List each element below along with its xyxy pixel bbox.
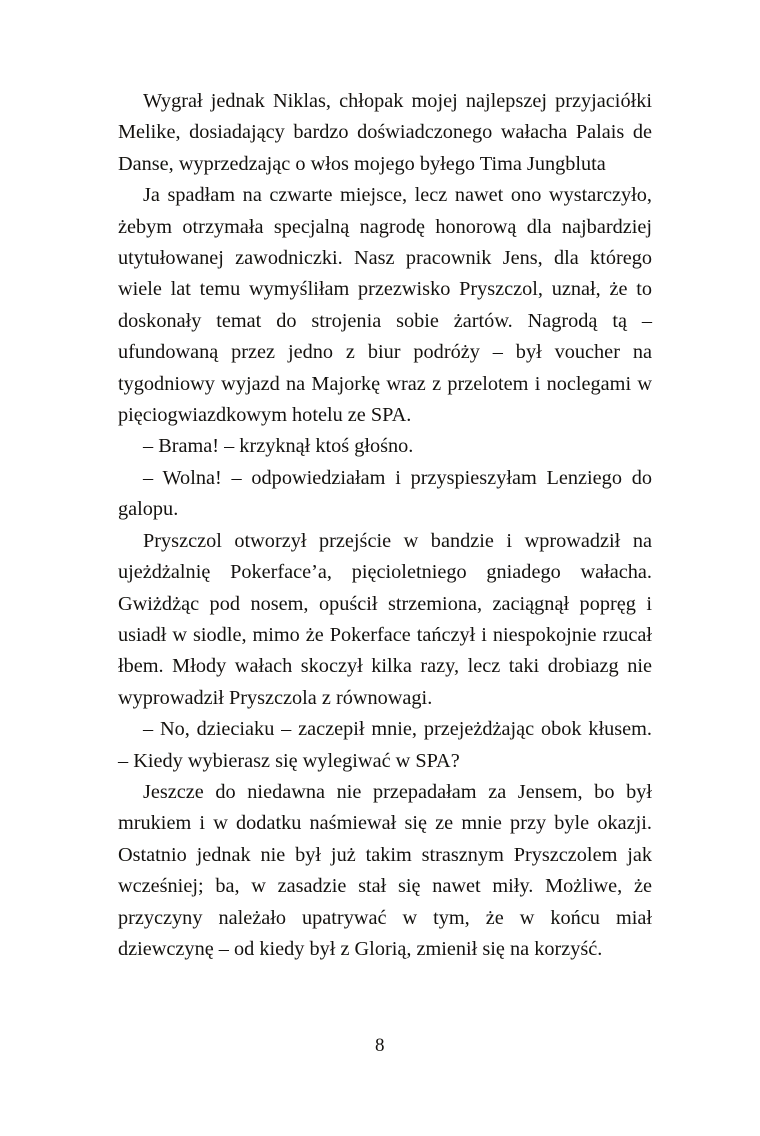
page-text-block	[118, 86, 652, 965]
paragraph-2: Ja spadłam na czwarte miejsce, lecz nawet ono wystarczyło, żebym otrzymała specjalną nagrodę honorową dla najbardziej utytułowanej zawodniczki. Nasz pracownik Jens, dla którego wiele lat temu wymyśliłam przezwisko Pryszczol, uznał, że to doskonały temat do strojenia sobie żartów. Nagrodą tą – ufundowaną przez jedno z biur podróży – był voucher na tygodniowy wyjazd na Majorkę wraz z przelotem i noclegami w pięciogwiazdkowym hotelu ze SPA.	[118, 184, 652, 427]
paragraph-1: Wygrał jednak Niklas, chłopak mojej najlepszej przyjaciółki Melike, dosiadający bardzo doświadczonego wałacha Palais de Danse, wyprzedzając o włos mojego byłego Tima Jungbluta	[118, 90, 652, 175]
dialogue-line-1: – Brama! – krzyknął ktoś głośno.	[143, 435, 414, 458]
paragraph-4: Jeszcze do niedawna nie przepadałam za Jensem, bo był mrukiem i w dodatku naśmiewał się ze mnie przy byle okazji. Ostatnio jednak nie był już takim strasznym Pryszczolem jak wcześniej; ba, w zasadzie stał się nawet miły. Możliwe, że przyczyny należało upatrywać w tym, że w końcu miał dziewczynę – od kiedy był z Glorią, zmienił się na korzyść.	[118, 780, 652, 960]
page-number: 8	[375, 1035, 385, 1056]
dialogue-line-3: – No, dzieciaku – zaczepił mnie, przejeżdżając obok kłusem. – Kiedy wybierasz się wylegiwać w SPA?	[118, 718, 652, 772]
dialogue-line-2: – Wolna! – odpowiedziałam i przyspieszyłam Lenziego do galopu.	[118, 466, 652, 521]
paragraph-3: Pryszczol otworzył przejście w bandzie i wprowadził na ujeżdżalnię Pokerface’a, pięcioletniego gniadego wałacha. Gwiżdżąc pod nosem, opuścił strzemiona, zaciągnął popręg i usiadł w siodle, mimo że Pokerface tańczył i niespokojnie rzucał łbem. Młody wałach skoczył kilka razy, lecz taki drobiazg nie wyprowadził Pryszczola z równowagi.	[118, 529, 652, 709]
